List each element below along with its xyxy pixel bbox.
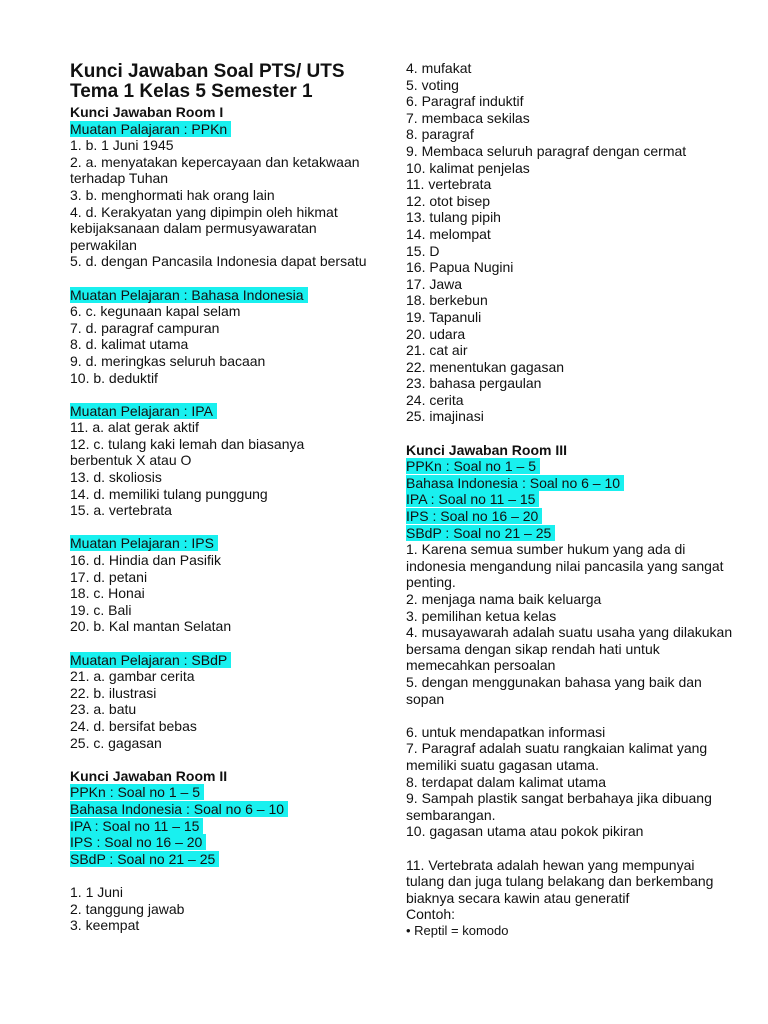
- list-item: 15. D: [406, 242, 440, 259]
- list-item: 10. kalimat penjelas: [406, 159, 530, 176]
- list-item: 16. d. Hindia dan Pasifik: [70, 552, 221, 569]
- list-item: 17. Jawa: [406, 275, 463, 292]
- list-item: 25. c. gagasan: [70, 734, 162, 751]
- section-label-ipa: Muatan Pelajaran : IPA: [70, 403, 370, 420]
- bullet-item: • Reptil = komodo: [406, 922, 509, 938]
- title-line-2: Tema 1 Kelas 5 Semester 1: [70, 81, 313, 102]
- list-item: 7. Paragraf adalah suatu rangkaian kalimat yang memiliki suatu gagasan utama.: [406, 740, 708, 773]
- list-item: 3. b. menghormati hak orang lain: [70, 186, 275, 203]
- list-item: 13. tulang pipih: [406, 209, 501, 226]
- list-item: 19. c. Bali: [70, 601, 132, 618]
- list-item: 7. d. paragraf campuran: [70, 319, 220, 336]
- room1-ppkn-list: [70, 137, 370, 270]
- list-item: 24. cerita: [406, 391, 464, 408]
- room3-heading: Kunci Jawaban Room III: [406, 441, 568, 458]
- list-item: 18. c. Honai: [70, 585, 145, 602]
- subject-label: IPS : Soal no 16 – 20: [406, 508, 736, 525]
- document-title: [70, 62, 370, 102]
- room1-heading: Kunci Jawaban Room I: [70, 104, 224, 120]
- list-item: 17. d. petani: [70, 568, 148, 585]
- room3-group-2: [406, 724, 736, 840]
- list-item: 8. d. kalimat utama: [70, 336, 189, 353]
- list-item: 6. untuk mendapatkan informasi: [406, 723, 606, 740]
- room2-list-right: [406, 60, 736, 425]
- list-item: 5. voting: [406, 76, 459, 93]
- list-item: 9. Sampah plastik sangat berbahaya jika dibuang sembarangan.: [406, 790, 712, 823]
- section-label-ips: Muatan Pelajaran : IPS: [70, 535, 370, 552]
- list-item: 12. c. tulang kaki lemah dan biasanya berbentuk X atau O: [70, 435, 305, 469]
- list-item: Contoh:: [406, 906, 456, 923]
- title-line-1: Kunci Jawaban Soal PTS/ UTS: [70, 61, 345, 82]
- list-item: 1. Karena semua sumber hukum yang ada di indonesia mengandung nilai pancasila yang sangat penting.: [406, 541, 724, 591]
- left-column: [70, 0, 370, 934]
- room3-group-1: [406, 541, 736, 707]
- room2-list-left: [70, 884, 370, 934]
- section-label-bindo: Muatan Pelajaran : Bahasa Indonesia: [70, 287, 370, 304]
- list-item: 21. cat air: [406, 342, 468, 359]
- list-item: 20. b. Kal mantan Selatan: [70, 618, 232, 635]
- list-item: 3. keempat: [70, 917, 140, 934]
- subject-label: Bahasa Indonesia : Soal no 6 – 10: [406, 475, 736, 492]
- list-item: 1. 1 Juni: [70, 883, 123, 900]
- list-item: 12. otot bisep: [406, 192, 491, 209]
- subject-label: Bahasa Indonesia : Soal no 6 – 10: [70, 801, 370, 818]
- list-item: 15. a. vertebrata: [70, 502, 172, 519]
- section-label-sbdp: Muatan Pelajaran : SBdP: [70, 652, 370, 669]
- subject-label: SBdP : Soal no 21 – 25: [70, 851, 370, 868]
- list-item: 2. a. menyatakan kepercayaan dan ketakwaan terhadap Tuhan: [70, 153, 360, 187]
- list-item: 10. b. deduktif: [70, 369, 158, 386]
- room2-heading: Kunci Jawaban Room II: [70, 767, 228, 784]
- list-item: 9. d. meringkas seluruh bacaan: [70, 352, 266, 369]
- list-item: 4. mufakat: [406, 60, 472, 76]
- list-item: 19. Tapanuli: [406, 308, 482, 325]
- list-item: 20. udara: [406, 325, 466, 342]
- list-item: 14. d. memiliki tulang punggung: [70, 485, 268, 502]
- list-item: 2. tanggung jawab: [70, 900, 185, 917]
- list-item: 6. Paragraf induktif: [406, 93, 524, 110]
- subject-label: IPA : Soal no 11 – 15: [70, 818, 370, 835]
- list-item: 22. b. ilustrasi: [70, 684, 157, 701]
- list-item: 8. paragraf: [406, 126, 474, 143]
- list-item: 10. gagasan utama atau pokok pikiran: [406, 823, 644, 840]
- list-item: 11. vertebrata: [406, 176, 492, 193]
- subject-label: IPS : Soal no 16 – 20: [70, 834, 370, 851]
- list-item: 21. a. gambar cerita: [70, 668, 195, 685]
- list-item: 23. bahasa pergaulan: [406, 375, 542, 392]
- list-item: 16. Papua Nugini: [406, 259, 514, 276]
- room1-ips-list: [70, 552, 370, 635]
- section-label-ppkn: Muatan Palajaran : PPKn: [70, 121, 370, 138]
- room1-bindo-list: [70, 303, 370, 386]
- room1-ipa-list: [70, 419, 370, 519]
- list-item: 5. d. dengan Pancasila Indonesia dapat bersatu: [70, 253, 367, 270]
- list-item: 4. musayawarah adalah suatu usaha yang dilakukan bersama dengan sikap rendah hati untuk memecahkan persoalan: [406, 624, 733, 674]
- list-item: 23. a. batu: [70, 701, 137, 718]
- right-column: [406, 60, 736, 939]
- list-item: 7. membaca sekilas: [406, 109, 530, 126]
- subject-label: IPA : Soal no 11 – 15: [406, 491, 736, 508]
- list-item: 9. Membaca seluruh paragraf dengan cermat: [406, 142, 687, 159]
- subject-label: PPKn : Soal no 1 – 5: [70, 784, 370, 801]
- list-item: 1. b. 1 Juni 1945: [70, 137, 174, 154]
- room3-group-3: [406, 857, 736, 940]
- list-item: 8. terdapat dalam kalimat utama: [406, 773, 606, 790]
- list-item: 13. d. skoliosis: [70, 469, 162, 486]
- list-item: 11. Vertebrata adalah hewan yang mempunyai tulang dan juga tulang belakang dan berkembang biaknya secara kawin atau generatif: [406, 856, 714, 906]
- list-item: 14. melompat: [406, 225, 491, 242]
- subject-label: PPKn : Soal no 1 – 5: [406, 458, 736, 475]
- list-item: 6. c. kegunaan kapal selam: [70, 303, 241, 320]
- list-item: 11. a. alat gerak aktif: [70, 419, 199, 436]
- subject-label: SBdP : Soal no 21 – 25: [406, 525, 736, 542]
- list-item: 2. menjaga nama baik keluarga: [406, 591, 602, 607]
- room3-subject-labels: [406, 458, 736, 541]
- room1-sbdp-list: [70, 668, 370, 751]
- list-item: 22. menentukan gagasan: [406, 358, 565, 375]
- list-item: 25. imajinasi: [406, 408, 484, 425]
- list-item: 18. berkebun: [406, 292, 488, 309]
- list-item: 24. d. bersifat bebas: [70, 717, 197, 734]
- list-item: 3. pemilihan ketua kelas: [406, 607, 557, 624]
- list-item: 5. dengan menggunakan bahasa yang baik dan sopan: [406, 673, 702, 707]
- room2-subject-labels: [70, 784, 370, 867]
- list-item: 4. d. Kerakyatan yang dipimpin oleh hikmat kebijaksanaan dalam permusyawaratan perwakilan: [70, 203, 338, 253]
